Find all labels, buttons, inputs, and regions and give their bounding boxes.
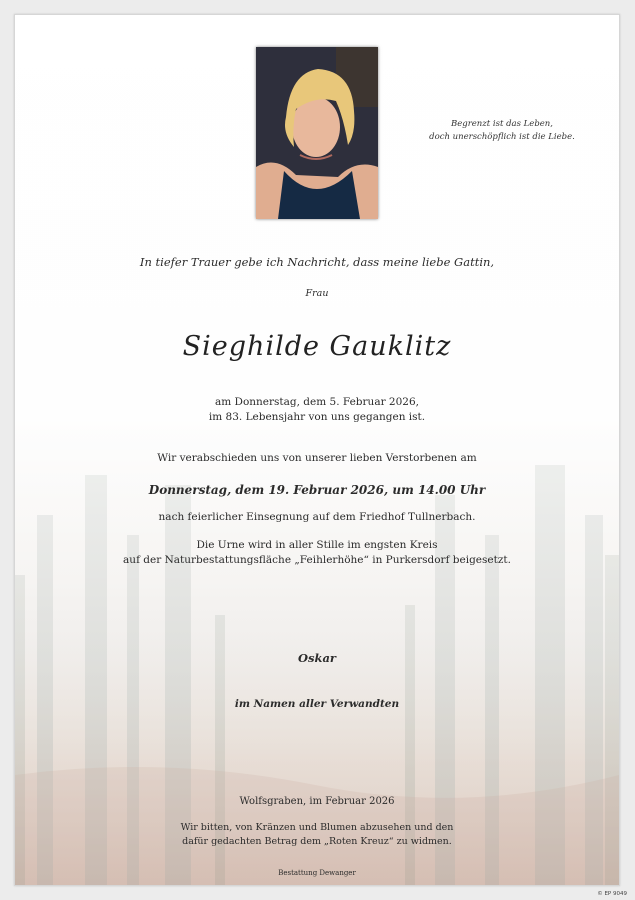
portrait-photo <box>256 47 378 219</box>
request-line-1: Wir bitten, von Kränzen und Blumen abzusehen und den <box>180 822 454 833</box>
urn-line-1: Die Urne wird in aller Stille im engsten Kreis <box>196 539 438 551</box>
age-line: im 83. Lebensjahr von uns gegangen ist. <box>208 411 426 423</box>
death-notice <box>15 395 619 425</box>
donation-request <box>15 821 619 849</box>
honorific: Frau <box>305 288 329 299</box>
deceased-name: Sieghilde Gauklitz <box>182 331 452 362</box>
farewell-text: Wir verabschieden uns von unserer lieben Verstorbenen am <box>157 452 477 464</box>
announcement-intro: In tiefer Trauer gebe ich Nachricht, dass meine liebe Gattin, <box>139 255 495 269</box>
place-date: Wolfsgraben, im Februar 2026 <box>239 796 395 807</box>
consecration-text: nach feierlicher Einsegnung auf dem Friedhof Tullnerbach. <box>158 511 476 523</box>
quote-line-1: Begrenzt ist das Leben, <box>451 119 553 129</box>
request-line-2: dafür gedachten Betrag dem „Roten Kreuz“ zu widmen. <box>182 836 452 847</box>
relatives-line: im Namen aller Verwandten <box>234 698 400 710</box>
signer-name: Oskar <box>298 651 336 665</box>
urn-line-2: auf der Naturbestattungsfläche „Feihlerhöhe“ in Purkersdorf beigesetzt. <box>123 554 511 566</box>
epitaph-quote <box>407 118 597 144</box>
death-date-line: am Donnerstag, dem 5. Februar 2026, <box>214 396 419 408</box>
print-code: © EP 9049 <box>597 891 627 897</box>
undertaker-name: Bestattung Dewanger <box>278 869 356 877</box>
obituary-card <box>14 14 620 886</box>
urn-burial-text <box>15 538 619 568</box>
quote-line-2: doch unerschöpflich ist die Liebe. <box>429 132 575 142</box>
funeral-date: Donnerstag, dem 19. Februar 2026, um 14.00 Uhr <box>148 483 486 497</box>
